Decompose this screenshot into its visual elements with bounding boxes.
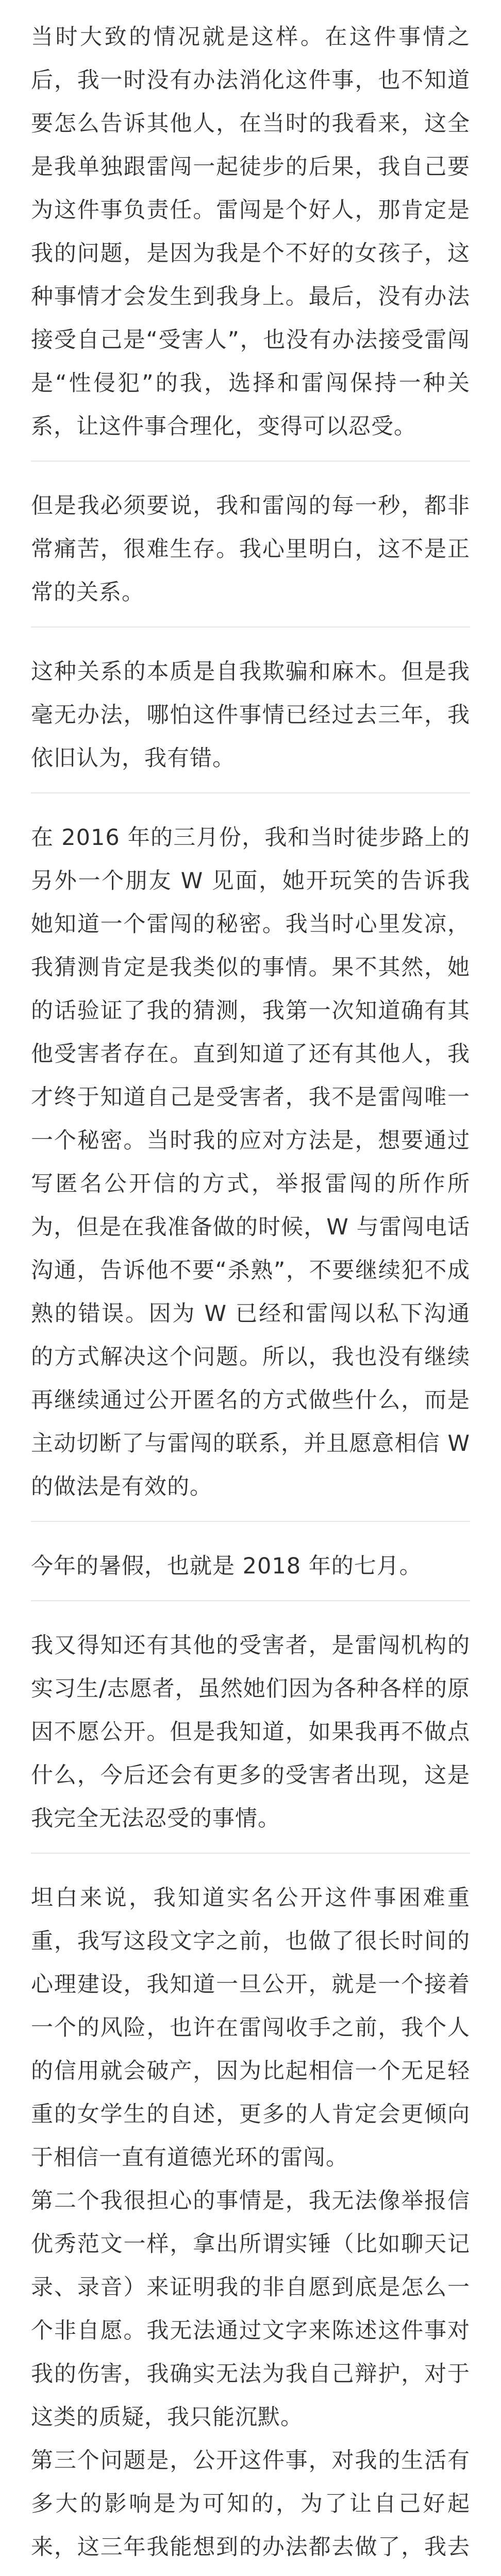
paragraph-divider — [31, 792, 470, 793]
note-paragraph: 这种关系的本质是自我欺骗和麻木。但是我毫无办法，哪怕这件事情已经过去三年，我依旧认为，我有错。 — [31, 659, 470, 771]
note-paragraph: 第二个我很担心的事情是，我无法像举报信优秀范文一样，拿出所谓实锤（比如聊天记录、录音）来证明我的非自愿到底是怎么一个非自愿。我无法通过文字来陈述这件事对我的伤害，我确实无法为我自己辩护，对于这类的质疑，我只能沉默。 — [31, 2188, 470, 2430]
paragraph-divider — [31, 1853, 470, 1854]
paragraph-divider — [31, 461, 470, 462]
note-paragraph: 第三个问题是，公开这件事，对我的生活有多大的影响是为可知的，为了让自己好起来，这三年我能想到的办法都去做了，我去 — [31, 2448, 470, 2560]
paragraph-divider — [31, 1600, 470, 1601]
note-paragraph: 在 2016 年的三月份，我和当时徒步路上的另外一个朋友 W 见面，她开玩笑的告诉我她知道一个雷闯的秘密。我当时心里发凉，我猜测肯定是我类似的事情。果不其然，她的话验证了我的猜测，我第一次知道确有其他受害者存在。直到知道了还有其他人，我才终于知道自己是受害者，我不是雷闯唯一一个秘密。当时我的应对方法是，想要通过写匿名公开信的方式，举报雷闯的所作所为，但是在我准备做的时候，W 与雷闯电话沟通，告诉他不要“杀熟”，不要继续犯不成熟的错误。因为 W 已经和雷闯以私下沟通的方式解决这个问题。所以，我也没有继续再继续通过公开匿名的方式做些什么，而是主动切断了与雷闯的联系，并且愿意相信 W 的做法是有效的。 — [31, 825, 478, 1500]
note-paragraph: 当时大致的情况就是这样。在这件事情之后，我一时没有办法消化这件事，也不知道要怎么告诉其他人，在当时的我看来，这全是我单独跟雷闯一起徒步的后果，我自己要为这件事负责任。雷闯是个好人，那肯定是我的问题，是因为我是个不好的女孩子，这种事情才会发生到我身上。最后，没有办法接受自己是“受害人”，也没有办法接受雷闯是“性侵犯”的我，选择和雷闯保持一种关系，让这件事合理化，变得可以忍受。 — [31, 24, 470, 439]
note-paragraph: 但是我必须要说，我和雷闯的每一秒，都非常痛苦，很难生存。我心里明白，这不是正常的关系。 — [31, 493, 470, 605]
note-paragraph: 今年的暑假，也就是 2018 年的七月。 — [31, 1553, 422, 1579]
paragraph-divider — [31, 626, 470, 628]
note-paragraph: 坦白来说，我知道实名公开这件事困难重重，我写这段文字之前，也做了很长时间的心理建设，我知道一旦公开，就是一个接着一个的风险，也许在雷闯收手之前，我个人的信用就会破产，因为比起相信一个无足轻重的女学生的自述，更多的人肯定会更倾向于相信一直有道德光环的雷闯。 — [31, 1885, 470, 2171]
paragraph-divider — [31, 1521, 470, 1522]
note-paragraph: 我又得知还有其他的受害者，是雷闯机构的实习生/志愿者，虽然她们因为各种各样的原因不愿公开。但是我知道，如果我再不做点什么，今后还会有更多的受害者出现，这是我完全无法忍受的事情。 — [31, 1633, 470, 1832]
